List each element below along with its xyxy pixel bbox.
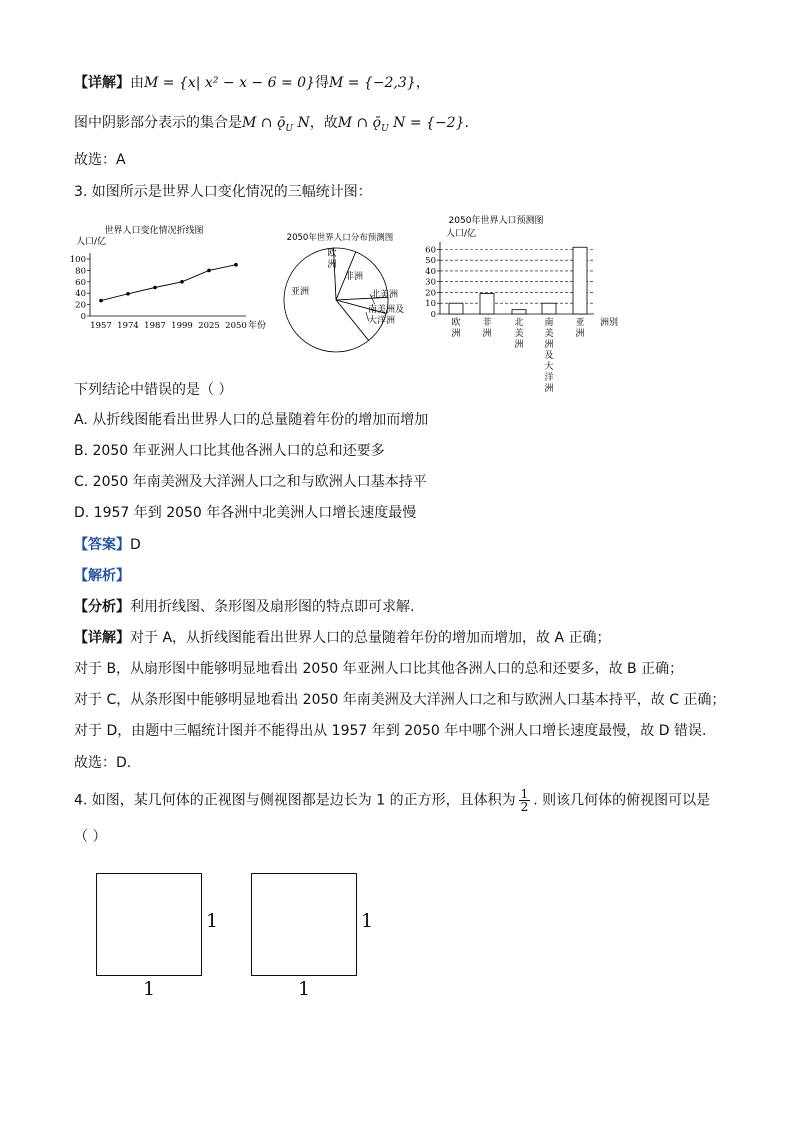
- bar-chart-xtick-label: 非洲: [482, 318, 492, 339]
- math-expr: N: [293, 115, 310, 131]
- side-view-square: [251, 873, 357, 976]
- line-chart-ytick-label: 80: [75, 266, 86, 277]
- line-chart-point: [180, 280, 184, 284]
- bar-chart-ytick-label: 10: [425, 299, 436, 310]
- text: 图中阴影部分表示的集合是: [74, 115, 242, 131]
- bar-chart-xtick-label: 北美洲: [514, 318, 524, 350]
- bar-chart-title: 2050年世界人口预测图: [448, 216, 544, 226]
- detail-line-c: 对于 C，从条形图中能够明显地看出 2050 年南美洲及大洋洲人口之和与欧洲人口基本持平，故 C 正确；: [74, 692, 726, 708]
- line-chart-point: [234, 263, 238, 267]
- bar-chart-ytick-label: 50: [425, 256, 436, 267]
- line-chart-ytick-label: 0: [80, 312, 86, 322]
- analysis-tag: 【解析】: [74, 568, 130, 584]
- math-set-m: M = {x| x² − x − 6 = 0}: [144, 75, 315, 91]
- bar-chart-bar: [573, 247, 587, 314]
- line-chart-title: 世界人口变化情况折线图: [104, 226, 204, 236]
- pie-label-asia: 亚洲: [290, 287, 310, 297]
- bar-chart-bar: [542, 303, 556, 314]
- q4-paren: （ ）: [74, 829, 107, 845]
- line-chart-ylabel: 人口/亿: [76, 237, 107, 247]
- front-view-bottom-label: 1: [143, 978, 156, 1000]
- bar-chart-ytick-label: 0: [430, 310, 436, 320]
- q3-prompt: 下列结论中错误的是（ ）: [74, 382, 233, 398]
- line-chart-ytick-label: 60: [75, 277, 86, 288]
- text: 4. 如图，某几何体的正视图与侧视图都是边长为 1 的正方形，且体积为: [74, 792, 516, 809]
- pie-label-north-america: 北美洲: [371, 290, 399, 300]
- pie-chart: [284, 232, 404, 352]
- bar-chart-ytick-label: 60: [425, 245, 436, 256]
- answer-tag: 【答案】: [74, 537, 130, 553]
- bar-chart-ytick-label: 30: [425, 277, 436, 288]
- bar-chart-xtick-label: 亚洲: [575, 318, 585, 339]
- front-view-square: [96, 873, 202, 976]
- frac-den: 2: [520, 800, 529, 814]
- text: . 则该几何体的俯视图可以是: [533, 792, 711, 809]
- line-chart-xlabel: 年份: [248, 321, 267, 331]
- line-chart-xtick-label: 2025: [198, 321, 220, 331]
- line-chart-xtick-label: 2050: [225, 321, 247, 331]
- frac-num: 1: [520, 787, 529, 801]
- line-chart-ytick-label: 20: [75, 300, 86, 311]
- bar-chart-bar: [512, 310, 526, 314]
- bar-chart-ytick-label: 40: [425, 266, 436, 277]
- detail-tag: 【详解】: [74, 630, 130, 646]
- front-view-side-label: 1: [206, 910, 219, 932]
- line-chart-point: [207, 269, 211, 273]
- q3-stem: 3. 如图所示是世界人口变化情况的三幅统计图：: [74, 184, 372, 200]
- bar-chart-bar: [449, 303, 463, 314]
- detail-line-b: 对于 B，从扇形图中能够明显地看出 2050 年亚洲人口比其他各洲人口的总和还要多，故 B 正确；: [74, 661, 684, 677]
- fenxi-line: [74, 597, 414, 617]
- line-chart-xtick-label: 1987: [144, 321, 166, 331]
- math-expr: M ∩ ǭ: [242, 115, 286, 131]
- detail-line-1: [74, 73, 430, 93]
- line-chart-xtick-label: 1974: [117, 321, 139, 331]
- fenxi-text: 利用折线图、条形图及扇形图的特点即可求解.: [130, 599, 415, 615]
- text: ，故: [309, 115, 338, 131]
- pie-label-south-america-oceania: 南美洲及大洋洲: [368, 305, 405, 326]
- text: .: [464, 115, 469, 131]
- text: 由: [130, 75, 144, 91]
- detail-text: 对于 A，从折线图能看出世界人口的总量随着年份的增加而增加，故 A 正确；: [130, 630, 611, 646]
- pie-chart-title: 2050年世界人口分布预测图: [286, 233, 394, 243]
- line-chart-point: [99, 299, 103, 303]
- detail-tag: 【详解】: [74, 75, 130, 91]
- detail-line-d: 对于 D，由题中三幅统计图并不能得出从 1957 年到 2050 年中哪个洲人口增长速度最慢，故 D 错误.: [74, 723, 707, 739]
- line-chart-xtick-label: 1999: [171, 321, 193, 331]
- text: ，: [415, 75, 430, 91]
- text: 得: [314, 75, 329, 91]
- bar-chart-xtick-label: 南美洲及大洋洲: [544, 318, 554, 394]
- q4-stem: [74, 788, 710, 813]
- line-chart-xtick-label: 1957: [90, 321, 112, 331]
- line-chart-point: [153, 286, 157, 290]
- side-view-side-label: 1: [361, 910, 374, 932]
- bar-chart: [425, 214, 618, 394]
- line-chart: [70, 224, 266, 331]
- option-a: A. 从折线图能看出世界人口的总量随着年份的增加而增加: [74, 412, 429, 428]
- fraction-half: [519, 788, 531, 813]
- pie-label-africa: 非洲: [344, 272, 364, 282]
- answer-value: D: [130, 537, 141, 553]
- line-chart-ytick-label: 40: [75, 289, 86, 300]
- analysis-line: [74, 566, 130, 586]
- math-set-result: M = {−2,3}: [328, 75, 416, 91]
- bar-chart-bar: [480, 294, 494, 314]
- line-chart-ytick-label: 100: [69, 255, 86, 265]
- side-view-bottom-label: 1: [298, 978, 311, 1000]
- option-c: C. 2050 年南美洲及大洋洲人口之和与欧洲人口基本持平: [74, 474, 427, 490]
- math-expr: M ∩ ǭ: [337, 115, 382, 131]
- math-sub: U: [381, 123, 389, 134]
- pie-label-europe: 欧洲: [327, 249, 337, 270]
- detail-line-a: [74, 628, 611, 648]
- bar-chart-ytick-label: 20: [425, 288, 436, 299]
- bar-chart-xtick-label: 欧洲: [451, 318, 461, 339]
- line-chart-point: [126, 292, 130, 296]
- answer-line: [74, 535, 141, 555]
- option-b: B. 2050 年亚洲人口比其他各洲人口的总和还要多: [74, 443, 385, 459]
- math-expr: N = {−2}: [388, 115, 465, 131]
- bar-chart-ylabel: 人口/亿: [446, 229, 477, 239]
- detail-line-2: [74, 113, 469, 139]
- option-d: D. 1957 年到 2050 年各洲中北美洲人口增长速度最慢: [74, 505, 417, 521]
- fenxi-tag: 【分析】: [74, 599, 130, 615]
- conclusion-a: 故选：A: [74, 152, 126, 168]
- math-sub: U: [285, 123, 293, 134]
- conclusion-d: 故选：D.: [74, 755, 132, 771]
- bar-chart-xlabel: 洲别: [600, 318, 619, 328]
- line-chart-series: [101, 265, 236, 301]
